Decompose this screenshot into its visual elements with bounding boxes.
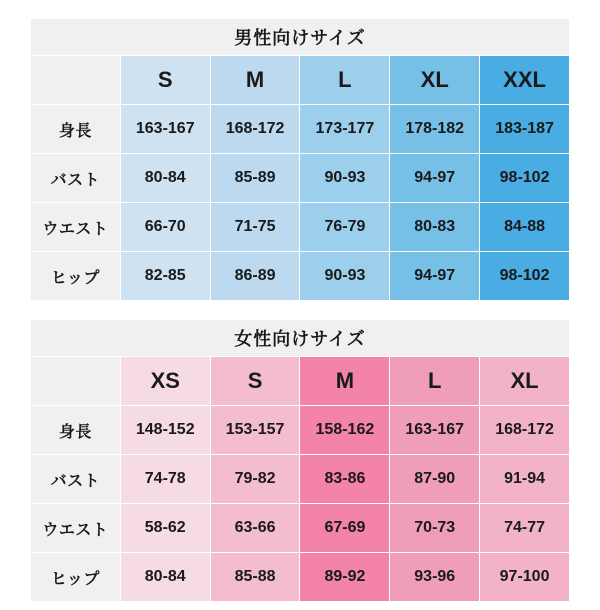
female-cell-2-1: 63-66: [210, 504, 300, 553]
female-row-label-0: 身長: [31, 406, 121, 455]
female-size-table: [30, 319, 570, 602]
female-title-row: [31, 320, 570, 357]
male-cell-0-3: 178-182: [390, 105, 480, 154]
male-col-header-3: XL: [390, 56, 480, 105]
female-cell-1-1: 79-82: [210, 455, 300, 504]
female-header-row: [31, 357, 570, 406]
female-cell-2-4: 74-77: [480, 504, 570, 553]
table-row: [31, 252, 570, 301]
female-col-header-1: S: [210, 357, 300, 406]
table-row: [31, 553, 570, 602]
male-cell-2-0: 66-70: [120, 203, 210, 252]
male-cell-1-0: 80-84: [120, 154, 210, 203]
male-col-header-2: L: [300, 56, 390, 105]
male-cell-3-1: 86-89: [210, 252, 300, 301]
male-title-row: [31, 19, 570, 56]
female-cell-0-4: 168-172: [480, 406, 570, 455]
male-col-header-1: M: [210, 56, 300, 105]
mid-spacer: [0, 301, 600, 319]
table-row: [31, 406, 570, 455]
male-row-label-3: ヒップ: [31, 252, 121, 301]
female-title: 女性向けサイズ: [31, 320, 570, 357]
male-row-label-1: バスト: [31, 154, 121, 203]
female-cell-1-4: 91-94: [480, 455, 570, 504]
female-cell-1-0: 74-78: [120, 455, 210, 504]
female-row-label-1: バスト: [31, 455, 121, 504]
male-col-header-4: XXL: [480, 56, 570, 105]
female-cell-1-3: 87-90: [390, 455, 480, 504]
table-row: [31, 105, 570, 154]
male-corner-cell: [31, 56, 121, 105]
male-cell-2-2: 76-79: [300, 203, 390, 252]
female-cell-0-0: 148-152: [120, 406, 210, 455]
bottom-spacer: [0, 602, 600, 610]
male-cell-0-1: 168-172: [210, 105, 300, 154]
female-cell-0-3: 163-167: [390, 406, 480, 455]
female-cell-2-2: 67-69: [300, 504, 390, 553]
male-row-label-2: ウエスト: [31, 203, 121, 252]
male-cell-0-4: 183-187: [480, 105, 570, 154]
male-title: 男性向けサイズ: [31, 19, 570, 56]
female-cell-3-0: 80-84: [120, 553, 210, 602]
male-cell-3-2: 90-93: [300, 252, 390, 301]
female-cell-2-0: 58-62: [120, 504, 210, 553]
male-cell-3-3: 94-97: [390, 252, 480, 301]
female-col-header-4: XL: [480, 357, 570, 406]
male-size-chart: [30, 18, 570, 301]
female-cell-0-1: 153-157: [210, 406, 300, 455]
male-header-row: [31, 56, 570, 105]
female-cell-1-2: 83-86: [300, 455, 390, 504]
table-row: [31, 154, 570, 203]
table-row: [31, 504, 570, 553]
male-cell-1-1: 85-89: [210, 154, 300, 203]
female-size-chart: [30, 319, 570, 602]
female-col-header-3: L: [390, 357, 480, 406]
female-cell-0-2: 158-162: [300, 406, 390, 455]
male-size-table: [30, 18, 570, 301]
female-cell-3-2: 89-92: [300, 553, 390, 602]
female-cell-2-3: 70-73: [390, 504, 480, 553]
female-col-header-2: M: [300, 357, 390, 406]
male-cell-2-4: 84-88: [480, 203, 570, 252]
male-cell-1-3: 94-97: [390, 154, 480, 203]
table-row: [31, 203, 570, 252]
female-cell-3-3: 93-96: [390, 553, 480, 602]
male-cell-0-0: 163-167: [120, 105, 210, 154]
male-cell-0-2: 173-177: [300, 105, 390, 154]
female-col-header-0: XS: [120, 357, 210, 406]
female-cell-3-1: 85-88: [210, 553, 300, 602]
table-row: [31, 455, 570, 504]
male-cell-3-4: 98-102: [480, 252, 570, 301]
female-cell-3-4: 97-100: [480, 553, 570, 602]
male-cell-1-2: 90-93: [300, 154, 390, 203]
male-cell-3-0: 82-85: [120, 252, 210, 301]
male-col-header-0: S: [120, 56, 210, 105]
female-row-label-2: ウエスト: [31, 504, 121, 553]
male-cell-2-1: 71-75: [210, 203, 300, 252]
female-row-label-3: ヒップ: [31, 553, 121, 602]
female-corner-cell: [31, 357, 121, 406]
male-row-label-0: 身長: [31, 105, 121, 154]
male-cell-2-3: 80-83: [390, 203, 480, 252]
male-cell-1-4: 98-102: [480, 154, 570, 203]
top-spacer: [0, 0, 600, 18]
